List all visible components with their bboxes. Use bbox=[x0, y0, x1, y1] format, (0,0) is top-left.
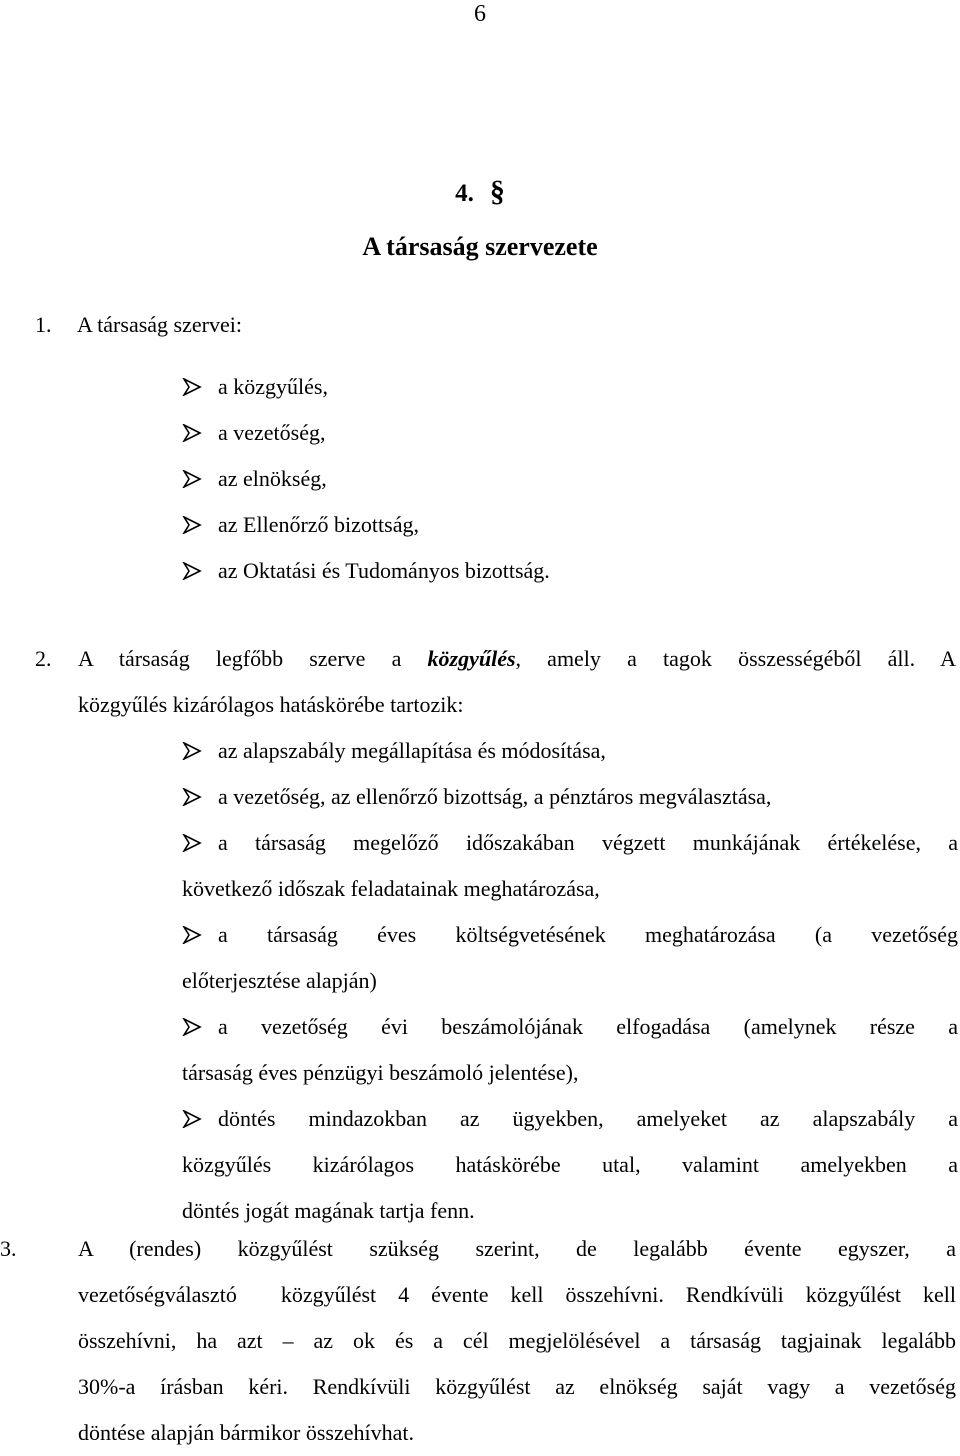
item-3-line: döntése alapján bármikor összehívhat. bbox=[78, 1420, 415, 1445]
arrow-bullet-icon bbox=[182, 424, 202, 442]
section-sign: § bbox=[489, 175, 505, 208]
item-2-list bbox=[182, 728, 958, 1234]
list-item: az Ellenőrző bizottság, bbox=[182, 502, 958, 548]
arrow-bullet-icon bbox=[182, 1110, 202, 1128]
item-2-label: 2. bbox=[35, 646, 52, 671]
article-number-text: 4. bbox=[455, 180, 474, 207]
list-item: a társaság megelőző időszakában végzett munkájának értékelése, a következő időszak feladatainak meghatározása, bbox=[182, 830, 958, 901]
arrow-bullet-icon bbox=[182, 470, 202, 488]
item-3-line: 30%-a írásban kéri. Rendkívüli közgyűlést az elnökség saját vagy a vezetőség bbox=[78, 1374, 956, 1399]
arrow-bullet-icon bbox=[182, 516, 202, 534]
item-3-line: vezetőségválasztó közgyűlést 4 évente kell összehívni. Rendkívüli közgyűlést kell bbox=[78, 1282, 956, 1307]
list-item: a vezetőség évi beszámolójának elfogadása (amelynek része a társaság éves pénzügyi beszámoló jelentése), bbox=[182, 1014, 958, 1085]
list-item: a társaság éves költségvetésének meghatározása (a vezetőség előterjesztése alapján) bbox=[182, 922, 958, 993]
arrow-bullet-icon bbox=[182, 742, 202, 760]
arrow-bullet-icon bbox=[182, 926, 202, 944]
arrow-bullet-icon bbox=[182, 1018, 202, 1036]
arrow-bullet-icon bbox=[182, 788, 202, 806]
arrow-bullet-icon bbox=[182, 562, 202, 580]
item-1-list bbox=[182, 364, 958, 594]
list-item: az Oktatási és Tudományos bizottság. bbox=[182, 548, 958, 594]
emphasis-kozgyules: közgyűlés bbox=[427, 646, 516, 671]
arrow-bullet-icon bbox=[182, 834, 202, 852]
article-title: A társaság szervezete bbox=[362, 232, 598, 261]
article-number bbox=[0, 175, 960, 211]
page-number: 6 bbox=[474, 1, 486, 27]
item-2-line-2: közgyűlés kizárólagos hatáskörébe tartozik: bbox=[78, 692, 464, 717]
item-3-line: A (rendes) közgyűlést szükség szerint, de legalább évente egyszer, a bbox=[78, 1236, 956, 1261]
arrow-bullet-icon bbox=[182, 378, 202, 396]
item-3-label: 3. bbox=[0, 1236, 17, 1261]
list-item: az alapszabály megállapítása és módosítása, bbox=[182, 728, 958, 774]
list-item: a vezetőség, bbox=[182, 410, 958, 456]
item-1-text: A társaság szervei: bbox=[77, 312, 242, 337]
list-item: a vezetőség, az ellenőrző bizottság, a pénztáros megválasztása, bbox=[182, 774, 958, 820]
item-1-heading bbox=[35, 302, 735, 348]
item-3-line: összehívni, ha azt – az ok és a cél megjelölésével a társaság tagjainak legalább bbox=[78, 1328, 956, 1353]
item-1-label: 1. bbox=[35, 312, 52, 337]
list-item: a közgyűlés, bbox=[182, 364, 958, 410]
item-2-line-1: A társaság legfőbb szerve a közgyűlés, amely a tagok összességéből áll. A bbox=[78, 646, 956, 671]
list-item: döntés mindazokban az ügyekben, amelyeket az alapszabály a közgyűlés kizárólagos hatáskörébe utal, valamint amelyekben a döntés jogát magának tartja fenn. bbox=[182, 1106, 958, 1223]
list-item: az elnökség, bbox=[182, 456, 958, 502]
